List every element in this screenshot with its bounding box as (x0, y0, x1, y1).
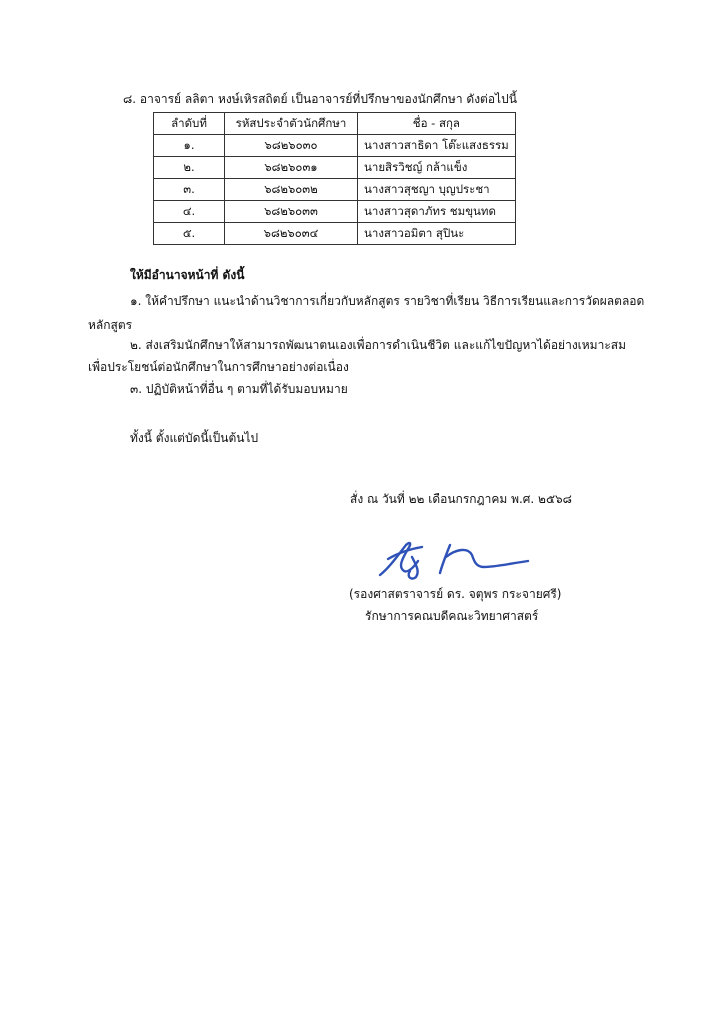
row-order: ๓. (154, 179, 225, 201)
effective-statement: ทั้งนี้ ตั้งแต่บัดนี้เป็นต้นไป (130, 431, 259, 445)
student-table (153, 112, 516, 245)
row-order: ๒. (154, 157, 225, 179)
signatory-name: (รองศาสตราจารย์ ดร. จตุพร กระจายศรี) (349, 587, 562, 601)
table-row (154, 201, 516, 223)
row-student-id: ๖๘๒๖๐๓๐ (225, 135, 358, 157)
row-full-name: นายสิรวิชญ์ กล้าแข็ง (358, 157, 516, 179)
duty-1-line-2: หลักสูตร (88, 318, 133, 332)
header-student-id: รหัสประจำตัวนักศึกษา (225, 113, 358, 135)
duty-3: ๓. ปฏิบัติหน้าที่อื่น ๆ ตามที่ได้รับมอบหมาย (130, 382, 348, 396)
table-row (154, 223, 516, 245)
row-full-name: นางสาวสุดาภัทร ชมขุนทด (358, 201, 516, 223)
table-row (154, 179, 516, 201)
duty-2-line-1: ๒. ส่งเสริมนักศึกษาให้สามารถพัฒนาตนเองเพื่อการดำเนินชีวิต และแก้ไขปัญหาได้อย่างเหมาะสม (130, 338, 627, 352)
duty-2-line-2: เพื่อประโยชน์ต่อนักศึกษาในการศึกษาอย่างต่อเนื่อง (88, 360, 349, 374)
row-student-id: ๖๘๒๖๐๓๒ (225, 179, 358, 201)
row-student-id: ๖๘๒๖๐๓๔ (225, 223, 358, 245)
row-student-id: ๖๘๒๖๐๓๑ (225, 157, 358, 179)
row-order: ๑. (154, 135, 225, 157)
row-student-id: ๖๘๒๖๐๓๓ (225, 201, 358, 223)
row-full-name: นางสาวอมิตา สุปินะ (358, 223, 516, 245)
table-header-row (154, 113, 516, 135)
duty-1-line-1: ๑. ให้คำปรึกษา แนะนำด้านวิชาการเกี่ยวกับหลักสูตร รายวิชาที่เรียน วิธีการเรียนและการวัดผลตลอด (130, 294, 645, 308)
item-8-heading: ๘. อาจารย์ ลลิตา หงษ์เหิรสถิตย์ เป็นอาจารย์ที่ปรึกษาของนักศึกษา ดังต่อไปนี้ (123, 92, 517, 106)
row-order: ๔. (154, 201, 225, 223)
row-full-name: นางสาวสาธิดา โต๊ะแสงธรรม (358, 135, 516, 157)
table-row (154, 135, 516, 157)
duties-heading: ให้มีอำนาจหน้าที่ ดังนี้ (130, 268, 245, 282)
table-row (154, 157, 516, 179)
row-order: ๕. (154, 223, 225, 245)
signature-image (376, 537, 536, 581)
row-full-name: นางสาวสุชญา บุญประชา (358, 179, 516, 201)
header-full-name: ชื่อ - สกุล (358, 113, 516, 135)
header-order: ลำดับที่ (154, 113, 225, 135)
signatory-position: รักษาการคณบดีคณะวิทยาศาสตร์ (365, 609, 539, 623)
order-date: สั่ง ณ วันที่ ๒๒ เดือนกรกฎาคม พ.ศ. ๒๕๖๘ (350, 492, 572, 506)
